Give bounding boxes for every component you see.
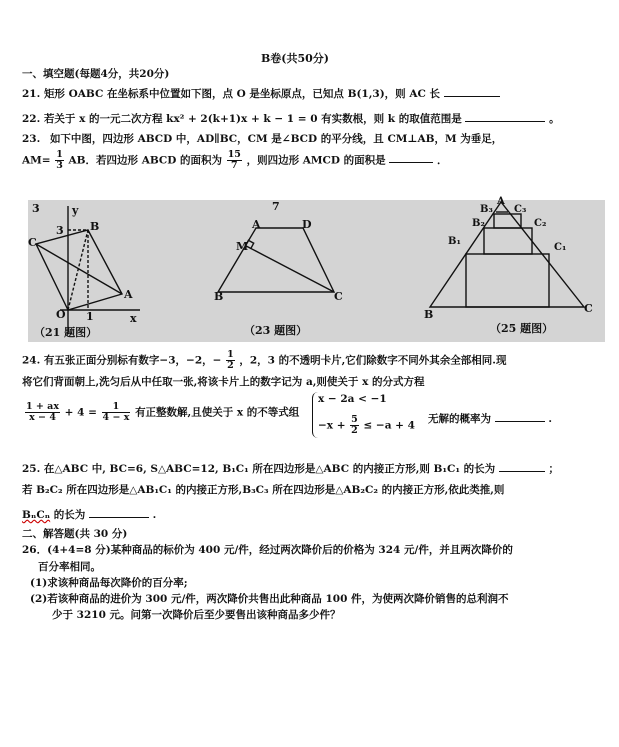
q23-frac2-numerator: 15 (227, 149, 241, 160)
fig25-label-c: C (584, 302, 593, 315)
q25-answer-blank-1[interactable] (499, 460, 545, 472)
fig23-caption: （23 题图） (244, 324, 308, 337)
section-title-answer: 二、解答题(共 30 分) (22, 528, 128, 540)
question-26-part2-line2: 少于 3210 元。问第一次降价后至少要售出该种商品多少件？ (52, 609, 341, 621)
q23-am: AM= (22, 154, 51, 167)
fig21-label-b: B (90, 220, 100, 233)
question-25-line1 (22, 460, 559, 476)
q24-text-line1b: ，2，3 的不透明卡片,它们除数字不同外其余全部相同.现 (239, 354, 507, 367)
q24-frac-numerator: 1 (227, 349, 234, 360)
question-26-part2-line1: (2)若该种商品的进价为 300 元/件，两次降价共售出此种商品 100 件，为使两次降价销售的总利润不 (30, 593, 509, 605)
q23-text-mid: AB．若四边形 ABCD 的面积为 (68, 154, 223, 167)
fig25-label-c2: C₂ (534, 218, 547, 229)
fig23-cm-line (250, 248, 334, 292)
fig21-diagonal-ob (68, 230, 88, 310)
q25-dot: . (152, 509, 157, 521)
q24-end-text: 无解的概率为 (428, 413, 491, 425)
question-21 (22, 85, 500, 101)
fig21-label-c: C (28, 236, 37, 249)
q24-eq-left-denominator: x − 4 (29, 411, 56, 423)
section-header: B卷(共50分) (261, 52, 330, 65)
question-24-line2: 将它们背面朝上,洗匀后从中任取一张,将该卡片上的数字记为 a,则使关于 x 的分式方程 (22, 376, 425, 388)
figures-strip (28, 196, 605, 342)
q24-eq-right-numerator: 1 (102, 402, 131, 413)
q23-dot: ． (436, 154, 448, 167)
fig23-label-d: D (302, 218, 312, 231)
q23-frac1-denominator: 3 (56, 159, 63, 171)
q25-text-line1: 25. 在△ABC 中, BC=6, S△ABC=12, B₁C₁ 所在四边形是△ABC 的内接正方形,则 B₁C₁ 的长为 (22, 463, 496, 475)
fig25-square-3 (494, 214, 521, 228)
fig25-label-c1: C₁ (554, 242, 567, 253)
fig21-rectangle-oabc (36, 230, 122, 310)
q24-eq-right-denominator: 4 − x (102, 411, 130, 423)
section-title-fill-blank: 一、填空题(每题4分，共20分) (22, 68, 170, 80)
q24-dot: . (548, 413, 552, 425)
fig25-label-a: A (497, 196, 505, 207)
question-23-line1 (22, 133, 502, 146)
q21-text: 矩形 OABC 在坐标系中位置如下图，点 O 是坐标原点，已知点 B(1,3)，则 AC 长 (43, 88, 440, 100)
q24-eq-fraction-right (102, 402, 131, 423)
fig21-label-o: O (56, 308, 66, 321)
q24-system-line1: x − 2a < −1 (318, 393, 387, 405)
q24-sys-denominator: 2 (351, 424, 358, 436)
fig23-label-c: C (334, 290, 343, 303)
q24-system-line2 (318, 415, 415, 436)
fig21-label-a: A (124, 288, 133, 301)
q25-line1-end: ； (548, 463, 559, 475)
fig25-label-b2: B₂ (472, 218, 485, 229)
fig25-label-b: B (424, 308, 434, 321)
q21-number: 21. (22, 88, 41, 100)
q23-frac1-numerator: 1 (56, 149, 63, 160)
fig21-caption: （21 题图） (34, 326, 98, 339)
fig25-square-1 (466, 254, 549, 307)
q23-number: 23. (22, 133, 41, 145)
q24-sys2-right: ≤ −a + 4 (363, 419, 415, 432)
question-26-part1: (1)求该种商品每次降价的百分率; (30, 577, 188, 589)
question-24-line1 (22, 350, 506, 371)
q24-text-line1a: 24. 有五张正面分别标有数字−3，−2，− (22, 354, 222, 367)
q24-eq-mid: + 4 = (64, 406, 97, 419)
q23-fraction-area (227, 150, 242, 171)
q21-answer-blank[interactable] (444, 85, 500, 97)
question-26-line1: 26．(4+4=8 分)某种商品的标价为 400 元/件，经过两次降价后的价格为 324 元/件，并且两次降价的 (22, 544, 513, 556)
q23-text-line1: 如下中图，四边形 ABCD 中，AD∥BC，CM 是∠BCD 的平分线，且 CM⊥AB，M 为垂足， (49, 133, 503, 145)
question-25-line2: 若 B₂C₂ 所在四边形是△AB₁C₁ 的内接正方形,B₃C₃ 所在四边形是△AB₂C₂ 的内接正方形,依此类推,则 (22, 484, 505, 496)
fig25-label-b1: B₁ (448, 236, 461, 247)
q22-number: 22. (22, 113, 41, 125)
q25-text-line3: 的长为 (53, 509, 86, 521)
fig21-label-1: 1 (86, 310, 94, 323)
q22-text: 若关于 x 的一元二次方程 kx² + 2(k+1)x + k − 1 = 0 有实数根，则 k 的取值范围是 (43, 113, 462, 125)
fig21-label-3-top: 3 (32, 202, 40, 215)
q24-end (428, 410, 552, 426)
q24-sys-numerator: 5 (351, 414, 358, 425)
q24-eq-left-numerator: 1 + ax (26, 401, 60, 412)
q25-answer-blank-2[interactable] (89, 506, 149, 518)
q23-fraction-one-third (55, 150, 64, 171)
fig25-label-c3: C₃ (514, 204, 527, 215)
fig23-label-a: A (252, 218, 261, 231)
fig23-label-b: B (214, 290, 224, 303)
q23-answer-blank[interactable] (389, 151, 433, 163)
question-24-line3 (24, 402, 299, 423)
q23-frac2-denominator: 7 (230, 159, 238, 171)
q24-fraction-half (226, 350, 235, 371)
question-26-line2: 百分率相同。 (38, 561, 101, 573)
fig21-label-3-axis: 3 (56, 224, 64, 237)
fig21-label-x: x (130, 312, 137, 325)
q24-sys2-left: −x + (318, 419, 346, 432)
fig25-label-b3: B₃ (480, 204, 493, 215)
q24-answer-blank[interactable] (495, 410, 545, 422)
q23-text-end: ，则四边形 AMCD 的面积是 (246, 154, 386, 167)
q22-end: 。 (549, 113, 560, 125)
q24-eq-fraction-left (25, 402, 60, 423)
question-25-line3 (22, 506, 156, 522)
fig25-caption: （25 题图） (490, 322, 554, 335)
question-23-line2 (22, 150, 447, 171)
q24-sys-fraction (350, 415, 359, 436)
q22-answer-blank[interactable] (465, 110, 545, 122)
fig23-label-7: 7 (272, 200, 280, 213)
q24-eq-text: 有正整数解,且使关于 x 的不等式组 (135, 406, 300, 419)
figures-drawing (28, 200, 605, 342)
q24-frac-denominator: 2 (227, 359, 234, 371)
question-22 (22, 110, 560, 126)
fig23-label-m: M (236, 240, 249, 253)
q25-bncn: BₙCₙ (22, 509, 51, 521)
fig21-label-y: y (72, 204, 79, 217)
